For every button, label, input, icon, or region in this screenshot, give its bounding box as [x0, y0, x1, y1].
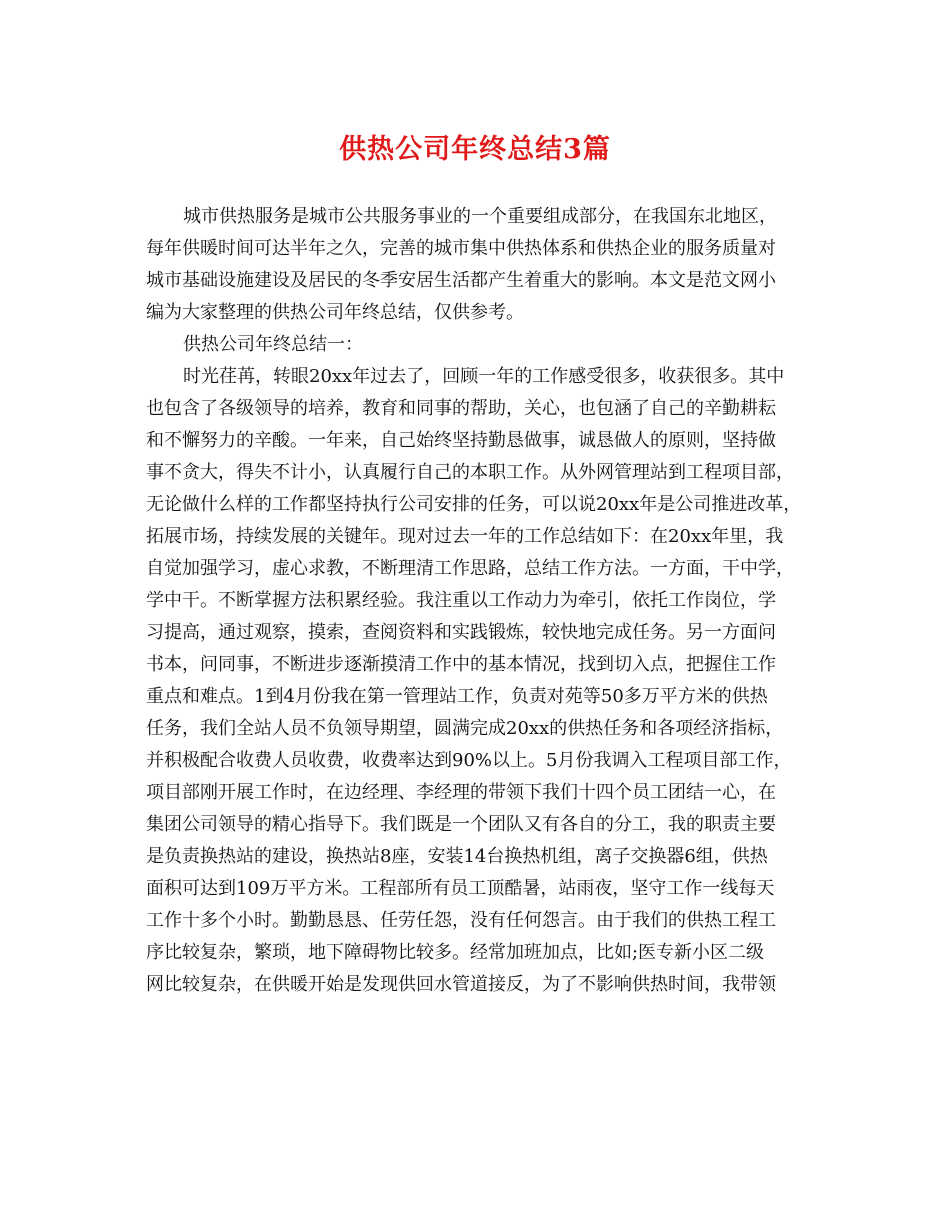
- text-line: 书本，问同事，不断进步逐渐摸清工作中的基本情况，找到切入点，把握住工作: [146, 654, 776, 675]
- text-line: 每年供暖时间可达半年之久，完善的城市集中供热体系和供热企业的服务质量对: [146, 238, 776, 259]
- text-line: 无论做什么样的工作都坚持执行公司安排的任务，可以说20xx年是公司推进改革，: [146, 494, 802, 515]
- text-line: 和不懈努力的辛酸。一年来，自己始终坚持勤恳做事，诚恳做人的原则，坚持做: [146, 430, 776, 451]
- text-line: 任务，我们全站人员不负领导期望，圆满完成20xx的供热任务和各项经济指标，: [146, 718, 784, 739]
- text-line: 项目部刚开展工作时，在边经理、李经理的带领下我们十四个员工团结一心，在: [146, 782, 776, 803]
- text-line: 也包含了各级领导的培养，教育和同事的帮助，关心，也包涵了自己的辛勤耕耘: [146, 398, 776, 419]
- text-line: 供热公司年终总结一：: [183, 334, 363, 355]
- text-line: 时光荏苒，转眼20xx年过去了，回顾一年的工作感受很多，收获很多。其中: [183, 366, 785, 387]
- text-line: 自觉加强学习，虚心求教，不断理清工作思路，总结工作方法。一方面，干中学，: [146, 558, 794, 579]
- text-line: 事不贪大，得失不计小，认真履行自己的本职工作。从外网管理站到工程项目部，: [146, 462, 794, 483]
- document-title: 供热公司年终总结3篇: [339, 134, 611, 165]
- text-line: 网比较复杂，在供暖开始是发现供回水管道接反，为了不影响供热时间，我带领: [146, 974, 776, 995]
- text-line: 拓展市场，持续发展的关键年。现对过去一年的工作总结如下：在20xx年里，我: [146, 526, 784, 547]
- text-line: 面积可达到109万平方米。工程部所有员工顶酷暑，站雨夜，坚守工作一线每天: [146, 878, 775, 899]
- text-line: 集团公司领导的精心指导下。我们既是一个团队又有各自的分工，我的职责主要: [146, 814, 776, 835]
- text-line: 重点和难点。1到4月份我在第一管理站工作，负责对苑等50多万平方米的供热: [146, 686, 768, 707]
- text-line: 学中干。不断掌握方法积累经验。我注重以工作动力为牵引，依托工作岗位，学: [146, 590, 776, 611]
- text-line: 序比较复杂，繁琐，地下障碍物比较多。经常加班加点，比如;医专新小区二级: [146, 942, 765, 963]
- text-line: 并积极配合收费人员收费，收费率达到90%以上。5月份我调入工程项目部工作，: [146, 750, 792, 771]
- text-line: 城市供热服务是城市公共服务事业的一个重要组成部分，在我国东北地区，: [183, 206, 777, 227]
- text-line: 工作十多个小时。勤勤恳恳、任劳任怨，没有任何怨言。由于我们的供热工程工: [146, 910, 776, 931]
- text-line: 习提高，通过观察，摸索，查阅资料和实践锻炼，较快地完成任务。另一方面问: [146, 622, 776, 643]
- text-line: 编为大家整理的供热公司年终总结，仅供参考。: [146, 302, 524, 323]
- text-line: 是负责换热站的建设，换热站8座，安装14台换热机组，离子交换器6组，供热: [146, 846, 768, 867]
- document-body: [146, 201, 816, 1001]
- text-line: 城市基础设施建设及居民的冬季安居生活都产生着重大的影响。本文是范文网小: [146, 270, 776, 291]
